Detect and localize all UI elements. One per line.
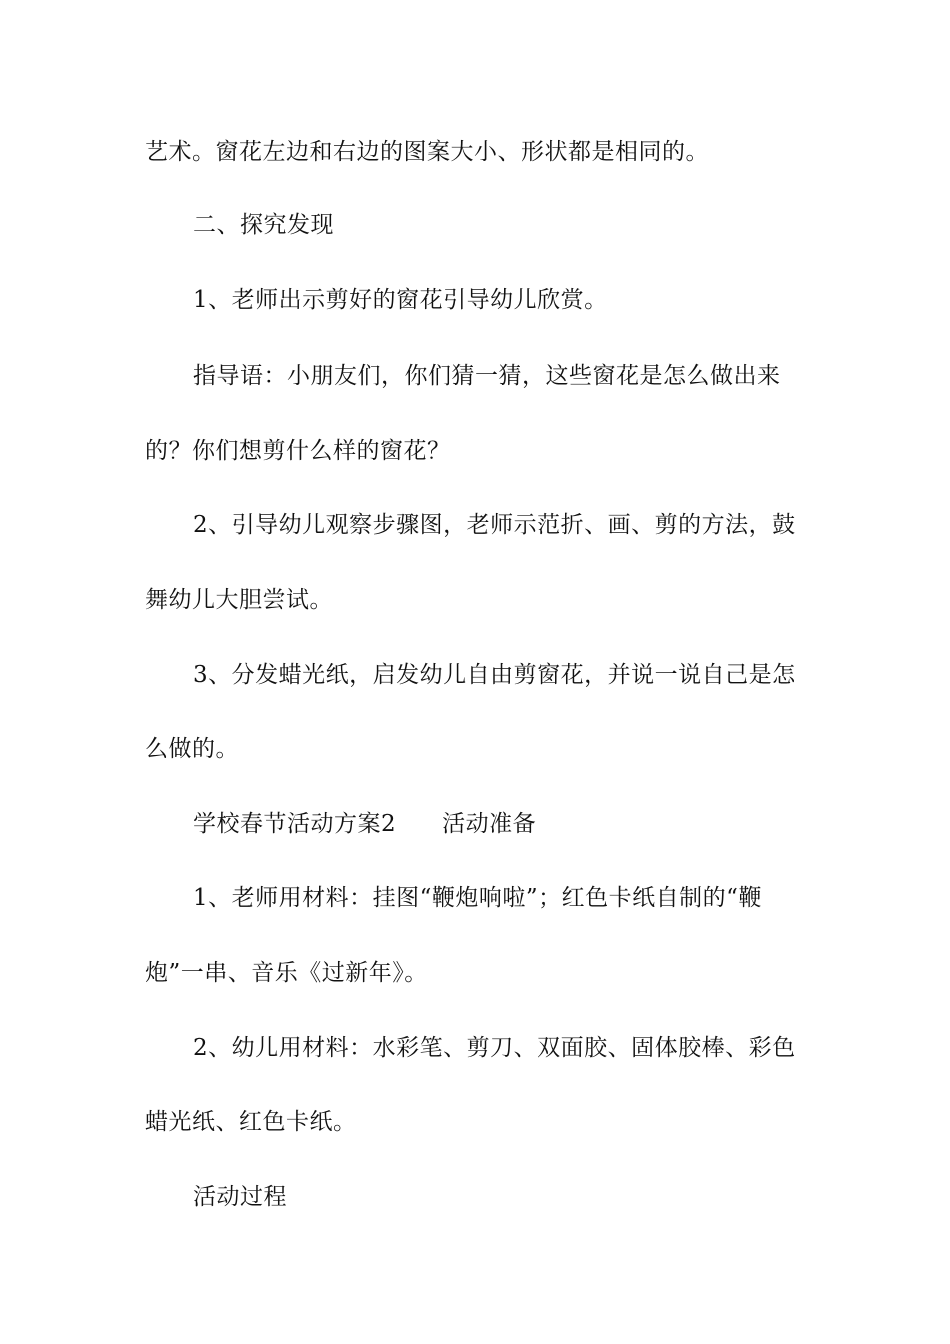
text-line: 么做的。 xyxy=(145,736,239,762)
text-line: 的？你们想剪什么样的窗花？ xyxy=(145,438,451,464)
document-title: 学校春节活动方案2 xyxy=(193,811,397,837)
section-heading: 二、探究发现 xyxy=(193,212,334,238)
text-line: 炮”一串、音乐《过新年》。 xyxy=(145,960,428,986)
section-heading: 活动准备 xyxy=(442,811,537,837)
text-line: 2、幼儿用材料：水彩笔、剪刀、双面胶、固体胶棒、彩色 xyxy=(193,1035,796,1061)
heading-line xyxy=(193,809,810,839)
text-line: 1、老师用材料：挂图“鞭炮响啦”；红色卡纸自制的“鞭 xyxy=(193,885,762,911)
text-line: 舞幼儿大胆尝试。 xyxy=(145,587,333,613)
text-line: 1、老师出示剪好的窗花引导幼儿欣赏。 xyxy=(193,287,608,313)
text-line: 3、分发蜡光纸，启发幼儿自由剪窗花，并说一说自己是怎 xyxy=(193,662,796,688)
text-line: 2、引导幼儿观察步骤图，老师示范折、画、剪的方法，鼓 xyxy=(193,512,796,538)
text-line: 蜡光纸、红色卡纸。 xyxy=(145,1109,357,1135)
text-line: 艺术。窗花左边和右边的图案大小、形状都是相同的。 xyxy=(145,139,709,165)
text-line: 指导语：小朋友们，你们猜一猜，这些窗花是怎么做出来 xyxy=(193,363,781,389)
section-heading: 活动过程 xyxy=(193,1184,287,1210)
